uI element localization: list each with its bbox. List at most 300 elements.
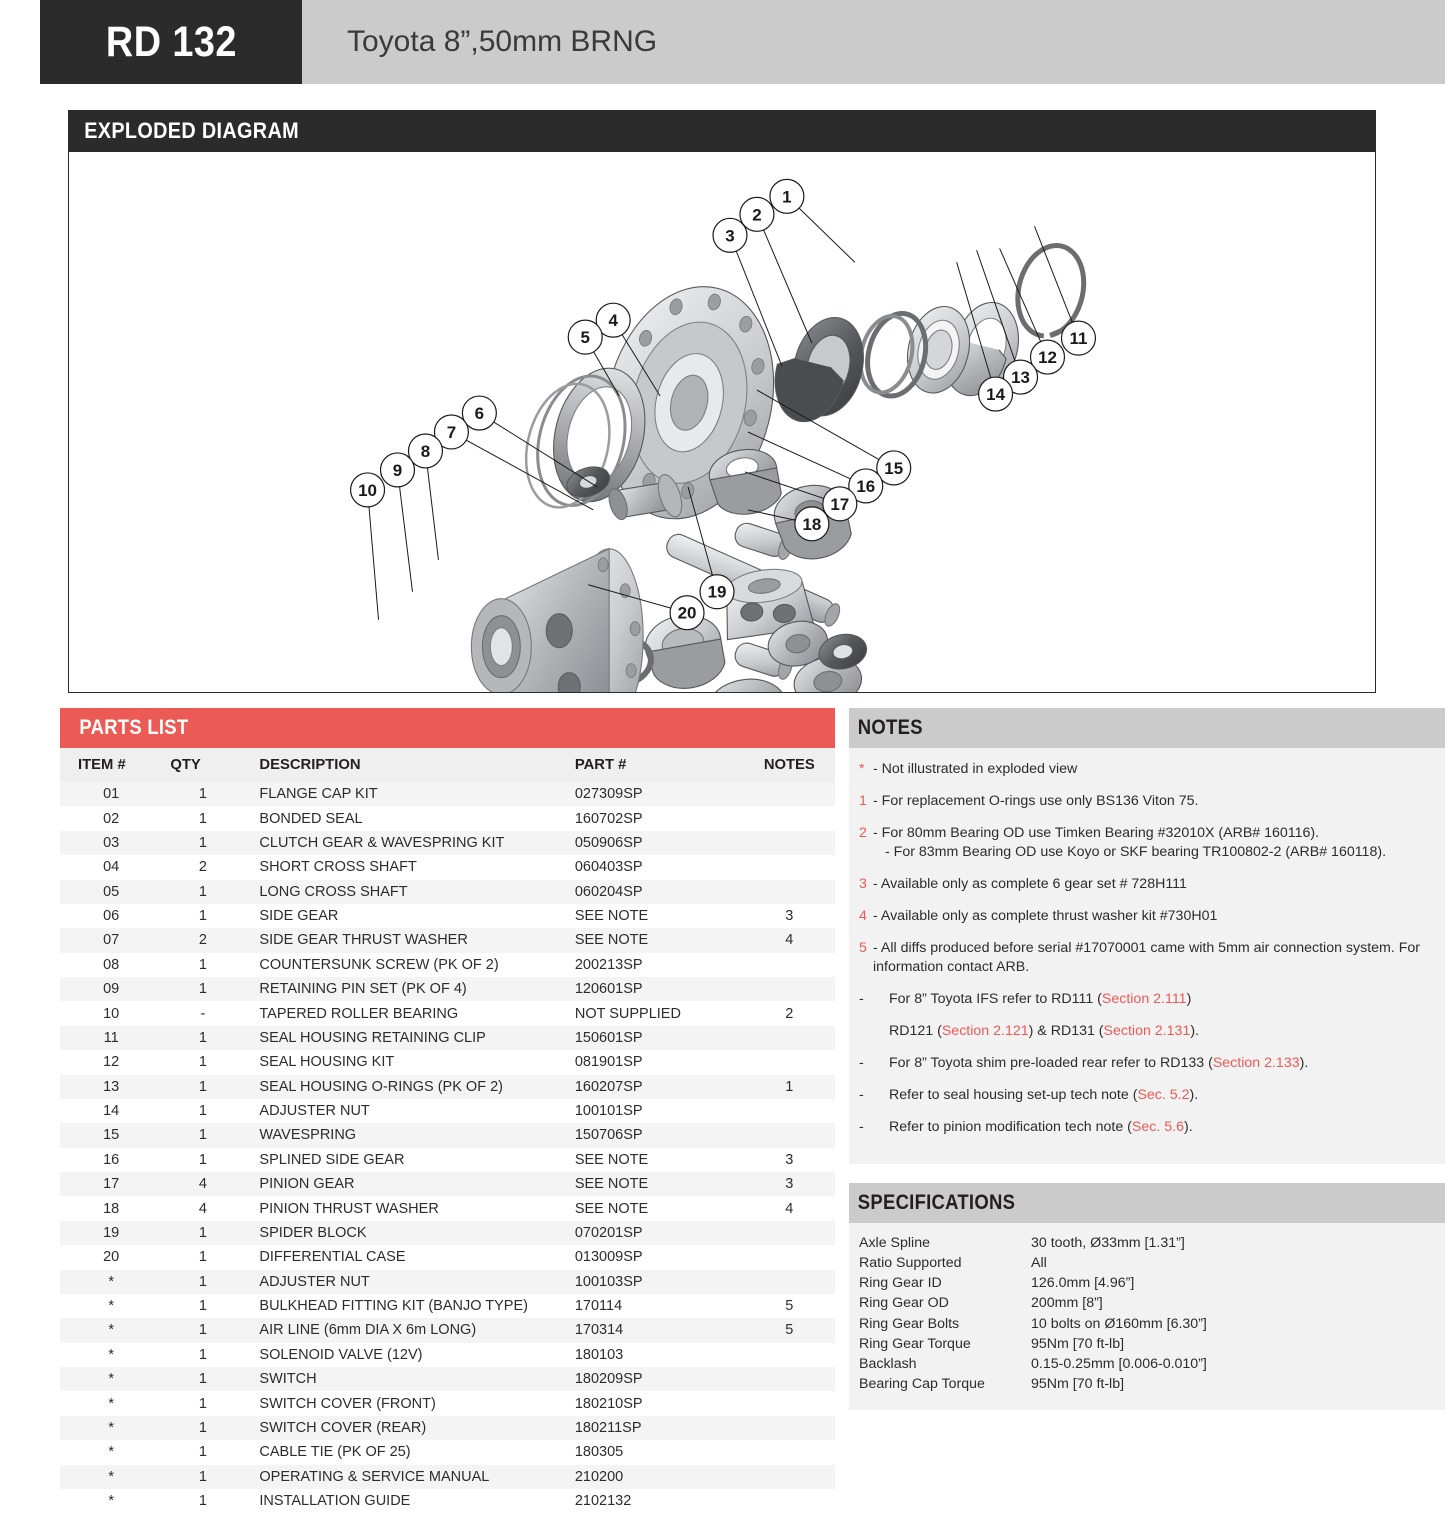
part-item-number: 07 xyxy=(103,932,120,949)
spec-value: All xyxy=(1031,1255,1047,1272)
part-description: ADJUSTER NUT xyxy=(259,1273,370,1290)
parts-list-header xyxy=(60,708,835,748)
part-quantity: 1 xyxy=(198,1273,207,1290)
part-item-number: 19 xyxy=(103,1224,120,1241)
spec-value: 95Nm [70 ft-lb] xyxy=(1031,1335,1125,1352)
part-number: 013009SP xyxy=(574,1249,643,1266)
part-number: 027309SP xyxy=(574,786,643,803)
part-quantity: 1 xyxy=(198,1127,207,1144)
callout-bubble-19 xyxy=(700,575,734,609)
part-note-ref: 4 xyxy=(785,932,794,949)
exploded-diagram-canvas xyxy=(68,152,1376,693)
part-note-ref: 3 xyxy=(785,1176,794,1193)
callout-number: 8 xyxy=(420,441,431,461)
parts-table xyxy=(60,748,835,1513)
part-note-ref xyxy=(744,1489,835,1513)
part-item-number: 02 xyxy=(103,810,120,827)
part-quantity: 1 xyxy=(198,1224,207,1241)
part-number: NOT SUPPLIED xyxy=(574,1005,681,1022)
part-note-ref xyxy=(744,1050,835,1074)
spec-label: Ring Gear OD xyxy=(859,1295,949,1312)
part-item-number: 05 xyxy=(103,883,120,900)
part-item-number: 06 xyxy=(103,908,120,925)
part-quantity: 1 xyxy=(198,834,207,851)
spec-row xyxy=(859,1314,1207,1334)
spec-row xyxy=(859,1334,1207,1354)
callout-number: 6 xyxy=(474,404,485,424)
part-item-number: 10 xyxy=(103,1005,120,1022)
spec-label: Backlash xyxy=(859,1355,917,1372)
notes-panel xyxy=(849,708,1445,1164)
part-description: SWITCH xyxy=(259,1371,317,1388)
part-description: WAVESPRING xyxy=(259,1127,357,1144)
note-marker: - xyxy=(859,1087,864,1104)
callout-number: 7 xyxy=(446,422,457,442)
part-item-number: 09 xyxy=(103,981,120,998)
parts-list-panel xyxy=(60,708,835,1513)
callout-bubble-5 xyxy=(568,320,602,354)
callout-number: 15 xyxy=(884,458,904,478)
specifications-table xyxy=(859,1233,1207,1394)
part-description: LONG CROSS SHAFT xyxy=(259,883,408,900)
part-number: 170314 xyxy=(574,1322,624,1339)
note-item xyxy=(859,824,1433,862)
part-item-number: 04 xyxy=(103,859,120,876)
part-item-number: * xyxy=(108,1444,114,1461)
parts-table-body xyxy=(60,782,835,1513)
part-number: 180211SP xyxy=(574,1419,642,1436)
part-description: SEAL HOUSING KIT xyxy=(259,1054,395,1071)
part-item-number: 17 xyxy=(103,1176,120,1193)
note-item xyxy=(859,1086,1433,1105)
note-marker: - xyxy=(859,1055,864,1072)
part-differential-case xyxy=(471,549,643,692)
note-marker: - xyxy=(859,991,864,1008)
part-note-ref xyxy=(744,1270,835,1294)
notes-body xyxy=(849,748,1445,1164)
specifications-body xyxy=(849,1223,1445,1410)
differential-exploded-illustration xyxy=(69,152,1375,692)
note-text: - All diffs produced before serial #17070001 came with 5mm air connection system. For information contact ARB. xyxy=(873,940,1421,976)
part-description: SWITCH COVER (FRONT) xyxy=(259,1395,436,1412)
note-subtext: - For 83mm Bearing OD use Koyo or SKF bearing TR100802-2 (ARB# 160118). xyxy=(885,844,1387,861)
note-item xyxy=(859,760,1433,779)
note-text: - Available only as complete thrust washer kit #730H01 xyxy=(873,908,1218,925)
spec-label: Ratio Supported xyxy=(859,1255,962,1272)
part-description: CLUTCH GEAR & WAVESPRING KIT xyxy=(259,834,505,851)
table-row xyxy=(60,1026,835,1050)
table-row xyxy=(60,904,835,928)
note-text: For 8” Toyota IFS refer to RD111 (Section 2.111) RD121 (Section 2.121) & RD131 (Section 2.131). xyxy=(889,990,1433,1041)
callout-leader-line xyxy=(799,208,855,262)
product-code: RD 132 xyxy=(105,17,237,66)
callout-bubble-18 xyxy=(795,507,829,541)
diagram-artwork xyxy=(337,238,1093,692)
part-number: SEE NOTE xyxy=(574,1151,649,1168)
part-description: DIFFERENTIAL CASE xyxy=(259,1249,406,1266)
note-text: Refer to pinion modification tech note (Sec. 5.6). xyxy=(889,1119,1193,1136)
table-row xyxy=(60,1465,835,1489)
note-marker: 4 xyxy=(859,908,867,925)
spec-row xyxy=(859,1374,1207,1394)
callout-bubble-17 xyxy=(823,487,857,521)
specifications-table-body xyxy=(859,1233,1207,1394)
exploded-diagram-header xyxy=(68,110,1376,152)
table-row xyxy=(60,1489,835,1513)
part-number: 180103 xyxy=(574,1346,624,1363)
page-title: Toyota 8”,50mm BRNG xyxy=(347,25,658,58)
part-note-ref xyxy=(744,1026,835,1050)
product-code-block xyxy=(40,0,302,84)
part-description: PINION GEAR xyxy=(259,1176,355,1193)
table-row xyxy=(60,855,835,879)
spec-value: 0.15-0.25mm [0.006-0.010”] xyxy=(1031,1355,1207,1372)
table-row xyxy=(60,1050,835,1074)
col-header-desc: DESCRIPTION xyxy=(243,748,566,782)
part-description: RETAINING PIN SET (PK OF 4) xyxy=(259,981,467,998)
table-row xyxy=(60,953,835,977)
part-description: OPERATING & SERVICE MANUAL xyxy=(259,1468,490,1485)
callout-leader-line xyxy=(427,468,438,560)
part-quantity: 2 xyxy=(198,859,207,876)
table-row xyxy=(60,1294,835,1318)
part-quantity: 4 xyxy=(198,1200,207,1217)
part-number: 100101SP xyxy=(574,1103,643,1120)
spec-row xyxy=(859,1354,1207,1374)
part-description: CABLE TIE (PK OF 25) xyxy=(259,1444,411,1461)
page-header xyxy=(0,0,1445,84)
col-header-part: PART # xyxy=(567,748,744,782)
part-description: SEAL HOUSING RETAINING CLIP xyxy=(259,1029,486,1046)
part-description: BONDED SEAL xyxy=(259,810,363,827)
note-text: - For 80mm Bearing OD use Timken Bearing #32010X (ARB# 160116). - For 83mm Bearing OD use Koyo or SKF bearing TR100802-2 (ARB# 160118). xyxy=(873,824,1433,862)
table-row xyxy=(60,1318,835,1342)
exploded-diagram-section xyxy=(68,110,1376,693)
part-note-ref xyxy=(744,880,835,904)
part-note-ref xyxy=(744,782,835,806)
part-quantity: - xyxy=(200,1005,206,1022)
callout-number: 11 xyxy=(1069,329,1088,349)
col-header-notes: NOTES xyxy=(744,748,835,782)
part-item-number: 03 xyxy=(103,834,120,851)
table-row xyxy=(60,1099,835,1123)
part-note-ref: 2 xyxy=(785,1005,794,1022)
callout-leader-line xyxy=(1035,226,1073,322)
table-row xyxy=(60,1270,835,1294)
part-item-number: * xyxy=(108,1395,114,1412)
part-number: SEE NOTE xyxy=(574,1200,649,1217)
spec-row xyxy=(859,1253,1207,1273)
table-row xyxy=(60,1391,835,1415)
part-number: 070201SP xyxy=(574,1224,643,1241)
callout-bubble-1 xyxy=(770,179,804,213)
part-quantity: 1 xyxy=(198,1249,207,1266)
part-number: 050906SP xyxy=(574,834,643,851)
note-text: - Available only as complete 6 gear set # 728H111 xyxy=(873,876,1187,893)
part-note-ref xyxy=(744,1367,835,1391)
part-note-ref: 3 xyxy=(785,908,794,925)
part-description: SEAL HOUSING O-RINGS (PK OF 2) xyxy=(259,1078,503,1095)
note-item xyxy=(859,990,1433,1041)
table-row xyxy=(60,1172,835,1196)
part-item-number: 01 xyxy=(103,786,120,803)
note-marker: 5 xyxy=(859,940,867,957)
part-note-ref: 5 xyxy=(785,1298,794,1315)
part-description: BULKHEAD FITTING KIT (BANJO TYPE) xyxy=(259,1298,528,1315)
part-note-ref xyxy=(744,1099,835,1123)
specifications-panel xyxy=(849,1183,1445,1410)
callout-leader-line xyxy=(764,230,812,343)
part-item-number: * xyxy=(108,1322,114,1339)
part-number: 180305 xyxy=(574,1444,624,1461)
part-number: 160702SP xyxy=(574,810,643,827)
table-row xyxy=(60,1245,835,1269)
part-description: ADJUSTER NUT xyxy=(259,1103,370,1120)
callout-number: 2 xyxy=(752,205,762,225)
part-note-ref xyxy=(744,1391,835,1415)
callout-bubble-11 xyxy=(1061,321,1095,355)
part-number: 200213SP xyxy=(574,956,643,973)
callout-number: 10 xyxy=(358,480,377,500)
note-marker: - xyxy=(859,1119,864,1136)
part-number: 150706SP xyxy=(574,1127,643,1144)
note-item xyxy=(859,875,1433,894)
spec-value: 95Nm [70 ft-lb] xyxy=(1031,1376,1125,1393)
part-note-ref: 3 xyxy=(785,1151,794,1168)
table-row xyxy=(60,1075,835,1099)
callout-number: 18 xyxy=(802,514,822,534)
part-note-ref xyxy=(744,855,835,879)
part-quantity: 1 xyxy=(198,1444,207,1461)
callout-bubble-10 xyxy=(351,473,385,507)
parts-table-header-row xyxy=(60,748,835,782)
table-row xyxy=(60,782,835,806)
part-item-number: * xyxy=(108,1346,114,1363)
note-marker: 3 xyxy=(859,876,867,893)
callout-bubble-20 xyxy=(670,596,704,630)
part-description: SIDE GEAR THRUST WASHER xyxy=(259,932,468,949)
part-item-number: 20 xyxy=(103,1249,120,1266)
part-note-ref xyxy=(744,1416,835,1440)
table-row xyxy=(60,928,835,952)
part-quantity: 1 xyxy=(198,786,207,803)
part-item-number: 11 xyxy=(103,1029,119,1046)
part-quantity: 1 xyxy=(198,1322,207,1339)
part-item-number: * xyxy=(108,1371,114,1388)
table-row xyxy=(60,1123,835,1147)
part-quantity: 1 xyxy=(198,1298,207,1315)
part-description: AIR LINE (6mm DIA X 6m LONG) xyxy=(259,1322,477,1339)
callout-number: 1 xyxy=(782,187,792,207)
part-description: SPIDER BLOCK xyxy=(259,1224,367,1241)
spec-row xyxy=(859,1233,1207,1253)
part-description: FLANGE CAP KIT xyxy=(259,786,378,803)
specifications-label: SPECIFICATIONS xyxy=(857,1191,1016,1214)
part-number: 210200 xyxy=(574,1468,624,1485)
part-description: COUNTERSUNK SCREW (PK OF 2) xyxy=(259,956,499,973)
part-quantity: 1 xyxy=(198,1103,207,1120)
spec-label: Bearing Cap Torque xyxy=(859,1376,985,1393)
part-quantity: 4 xyxy=(198,1176,207,1193)
spec-row xyxy=(859,1273,1207,1293)
part-note-ref xyxy=(744,1465,835,1489)
parts-list-label: PARTS LIST xyxy=(79,716,189,739)
part-description: SHORT CROSS SHAFT xyxy=(259,859,417,876)
part-note-ref: 4 xyxy=(785,1200,794,1217)
part-number: 170114 xyxy=(574,1298,623,1315)
note-continuation: RD121 (Section 2.121) & RD131 (Section 2.131). xyxy=(889,1023,1199,1040)
table-row xyxy=(60,806,835,830)
part-number: 060403SP xyxy=(574,859,643,876)
part-item-number: 15 xyxy=(103,1127,120,1144)
part-number: 180210SP xyxy=(574,1395,643,1412)
part-number: 081901SP xyxy=(574,1054,643,1071)
callout-number: 9 xyxy=(392,460,403,480)
part-quantity: 1 xyxy=(198,1371,207,1388)
part-note-ref xyxy=(744,1343,835,1367)
note-item xyxy=(859,907,1433,926)
part-number: 060204SP xyxy=(574,883,643,900)
note-item xyxy=(859,939,1433,977)
exploded-diagram-label: EXPLODED DIAGRAM xyxy=(84,118,299,143)
part-note-ref xyxy=(744,1221,835,1245)
callout-bubble-9 xyxy=(381,453,415,487)
part-item-number: 16 xyxy=(103,1151,120,1168)
note-text: Refer to seal housing set-up tech note (Sec. 5.2). xyxy=(889,1087,1199,1104)
part-note-ref xyxy=(744,1123,835,1147)
note-item xyxy=(859,1118,1433,1137)
part-quantity: 1 xyxy=(198,1029,207,1046)
part-number: SEE NOTE xyxy=(574,1176,649,1193)
note-text: For 8” Toyota shim pre-loaded rear refer to RD133 (Section 2.133). xyxy=(889,1055,1309,1072)
callout-number: 4 xyxy=(608,311,618,331)
spec-value: 10 bolts on Ø160mm [6.30”] xyxy=(1031,1315,1207,1332)
part-item-number: 18 xyxy=(103,1200,120,1217)
spec-row xyxy=(859,1293,1207,1313)
callout-number: 3 xyxy=(725,226,735,246)
part-description: TAPERED ROLLER BEARING xyxy=(259,1005,459,1022)
callout-bubble-3 xyxy=(713,218,747,252)
part-number: SEE NOTE xyxy=(574,932,649,949)
part-item-number: * xyxy=(108,1298,114,1315)
part-note-ref: 5 xyxy=(785,1322,794,1339)
part-quantity: 1 xyxy=(198,981,207,998)
part-number: 100103SP xyxy=(574,1273,643,1290)
part-quantity: 1 xyxy=(198,1054,207,1071)
part-number: 120601SP xyxy=(574,981,643,998)
part-note-ref xyxy=(744,1245,835,1269)
part-item-number: 08 xyxy=(103,956,120,973)
part-quantity: 1 xyxy=(198,883,207,900)
part-description: SPLINED SIDE GEAR xyxy=(259,1151,405,1168)
part-number: 160207SP xyxy=(574,1078,643,1095)
callout-number: 20 xyxy=(677,603,697,623)
note-text: - Not illustrated in exploded view xyxy=(873,761,1078,777)
table-row xyxy=(60,1221,835,1245)
table-row xyxy=(60,1001,835,1025)
part-quantity: 1 xyxy=(198,1395,207,1412)
table-row xyxy=(60,977,835,1001)
table-row xyxy=(60,1343,835,1367)
callout-number: 13 xyxy=(1011,368,1030,388)
note-marker: 1 xyxy=(859,793,867,810)
parts-table-head xyxy=(60,748,835,782)
callout-number: 17 xyxy=(830,494,850,514)
part-item-number: * xyxy=(108,1493,114,1510)
part-description: INSTALLATION GUIDE xyxy=(259,1493,411,1510)
specifications-header xyxy=(849,1183,1445,1223)
part-quantity: 1 xyxy=(198,1493,207,1510)
note-item xyxy=(859,792,1433,811)
part-number: 2102132 xyxy=(574,1493,632,1510)
part-note-ref xyxy=(744,806,835,830)
part-number: SEE NOTE xyxy=(574,908,649,925)
part-note-ref xyxy=(744,977,835,1001)
part-number: 180209SP xyxy=(574,1371,643,1388)
part-note-ref xyxy=(744,953,835,977)
part-item-number: 12 xyxy=(103,1054,120,1071)
part-item-number: * xyxy=(108,1419,114,1436)
spec-label: Ring Gear Torque xyxy=(859,1335,971,1352)
part-note-ref xyxy=(744,831,835,855)
part-quantity: 1 xyxy=(198,1346,207,1363)
callout-bubble-2 xyxy=(740,197,774,231)
callout-number: 5 xyxy=(580,328,590,348)
table-row xyxy=(60,1416,835,1440)
part-item-number: * xyxy=(108,1273,114,1290)
part-quantity: 1 xyxy=(198,1468,207,1485)
part-bonded-seal-assembly xyxy=(765,306,873,433)
callout-leader-line xyxy=(400,487,413,592)
col-header-item: ITEM # xyxy=(60,748,162,782)
part-item-number: 14 xyxy=(103,1103,120,1120)
col-header-qty: QTY xyxy=(162,748,243,782)
callout-number: 16 xyxy=(856,476,876,496)
note-item xyxy=(859,1054,1433,1073)
spec-label: Axle Spline xyxy=(859,1235,930,1251)
part-quantity: 2 xyxy=(198,932,207,949)
spec-value: 30 tooth, Ø33mm [1.31”] xyxy=(1031,1235,1185,1251)
table-row xyxy=(60,1367,835,1391)
spec-value: 126.0mm [4.96”] xyxy=(1031,1275,1135,1292)
callout-bubble-14 xyxy=(979,377,1013,411)
spec-label: Ring Gear Bolts xyxy=(859,1315,960,1332)
callout-number: 12 xyxy=(1038,348,1057,368)
part-number: 150601SP xyxy=(574,1029,643,1046)
part-quantity: 1 xyxy=(198,1078,207,1095)
table-row xyxy=(60,831,835,855)
part-description: PINION THRUST WASHER xyxy=(259,1200,439,1217)
notes-header xyxy=(849,708,1445,748)
part-quantity: 1 xyxy=(198,810,207,827)
part-quantity: 1 xyxy=(198,1151,207,1168)
callout-number: 14 xyxy=(986,385,1006,405)
spec-value: 200mm [8”] xyxy=(1031,1295,1103,1312)
callout-number: 19 xyxy=(707,582,727,602)
part-description: SWITCH COVER (REAR) xyxy=(259,1419,427,1436)
table-row xyxy=(60,880,835,904)
part-note-ref: 1 xyxy=(785,1078,794,1095)
part-quantity: 1 xyxy=(198,956,207,973)
notes-label: NOTES xyxy=(857,716,923,739)
part-item-number: 13 xyxy=(103,1078,120,1095)
table-row xyxy=(60,1196,835,1220)
note-text: - For replacement O-rings use only BS136 Viton 75. xyxy=(873,793,1199,810)
product-title-block xyxy=(302,0,1445,84)
note-marker: 2 xyxy=(859,825,867,842)
callout-leader-line xyxy=(369,507,379,620)
table-row xyxy=(60,1148,835,1172)
